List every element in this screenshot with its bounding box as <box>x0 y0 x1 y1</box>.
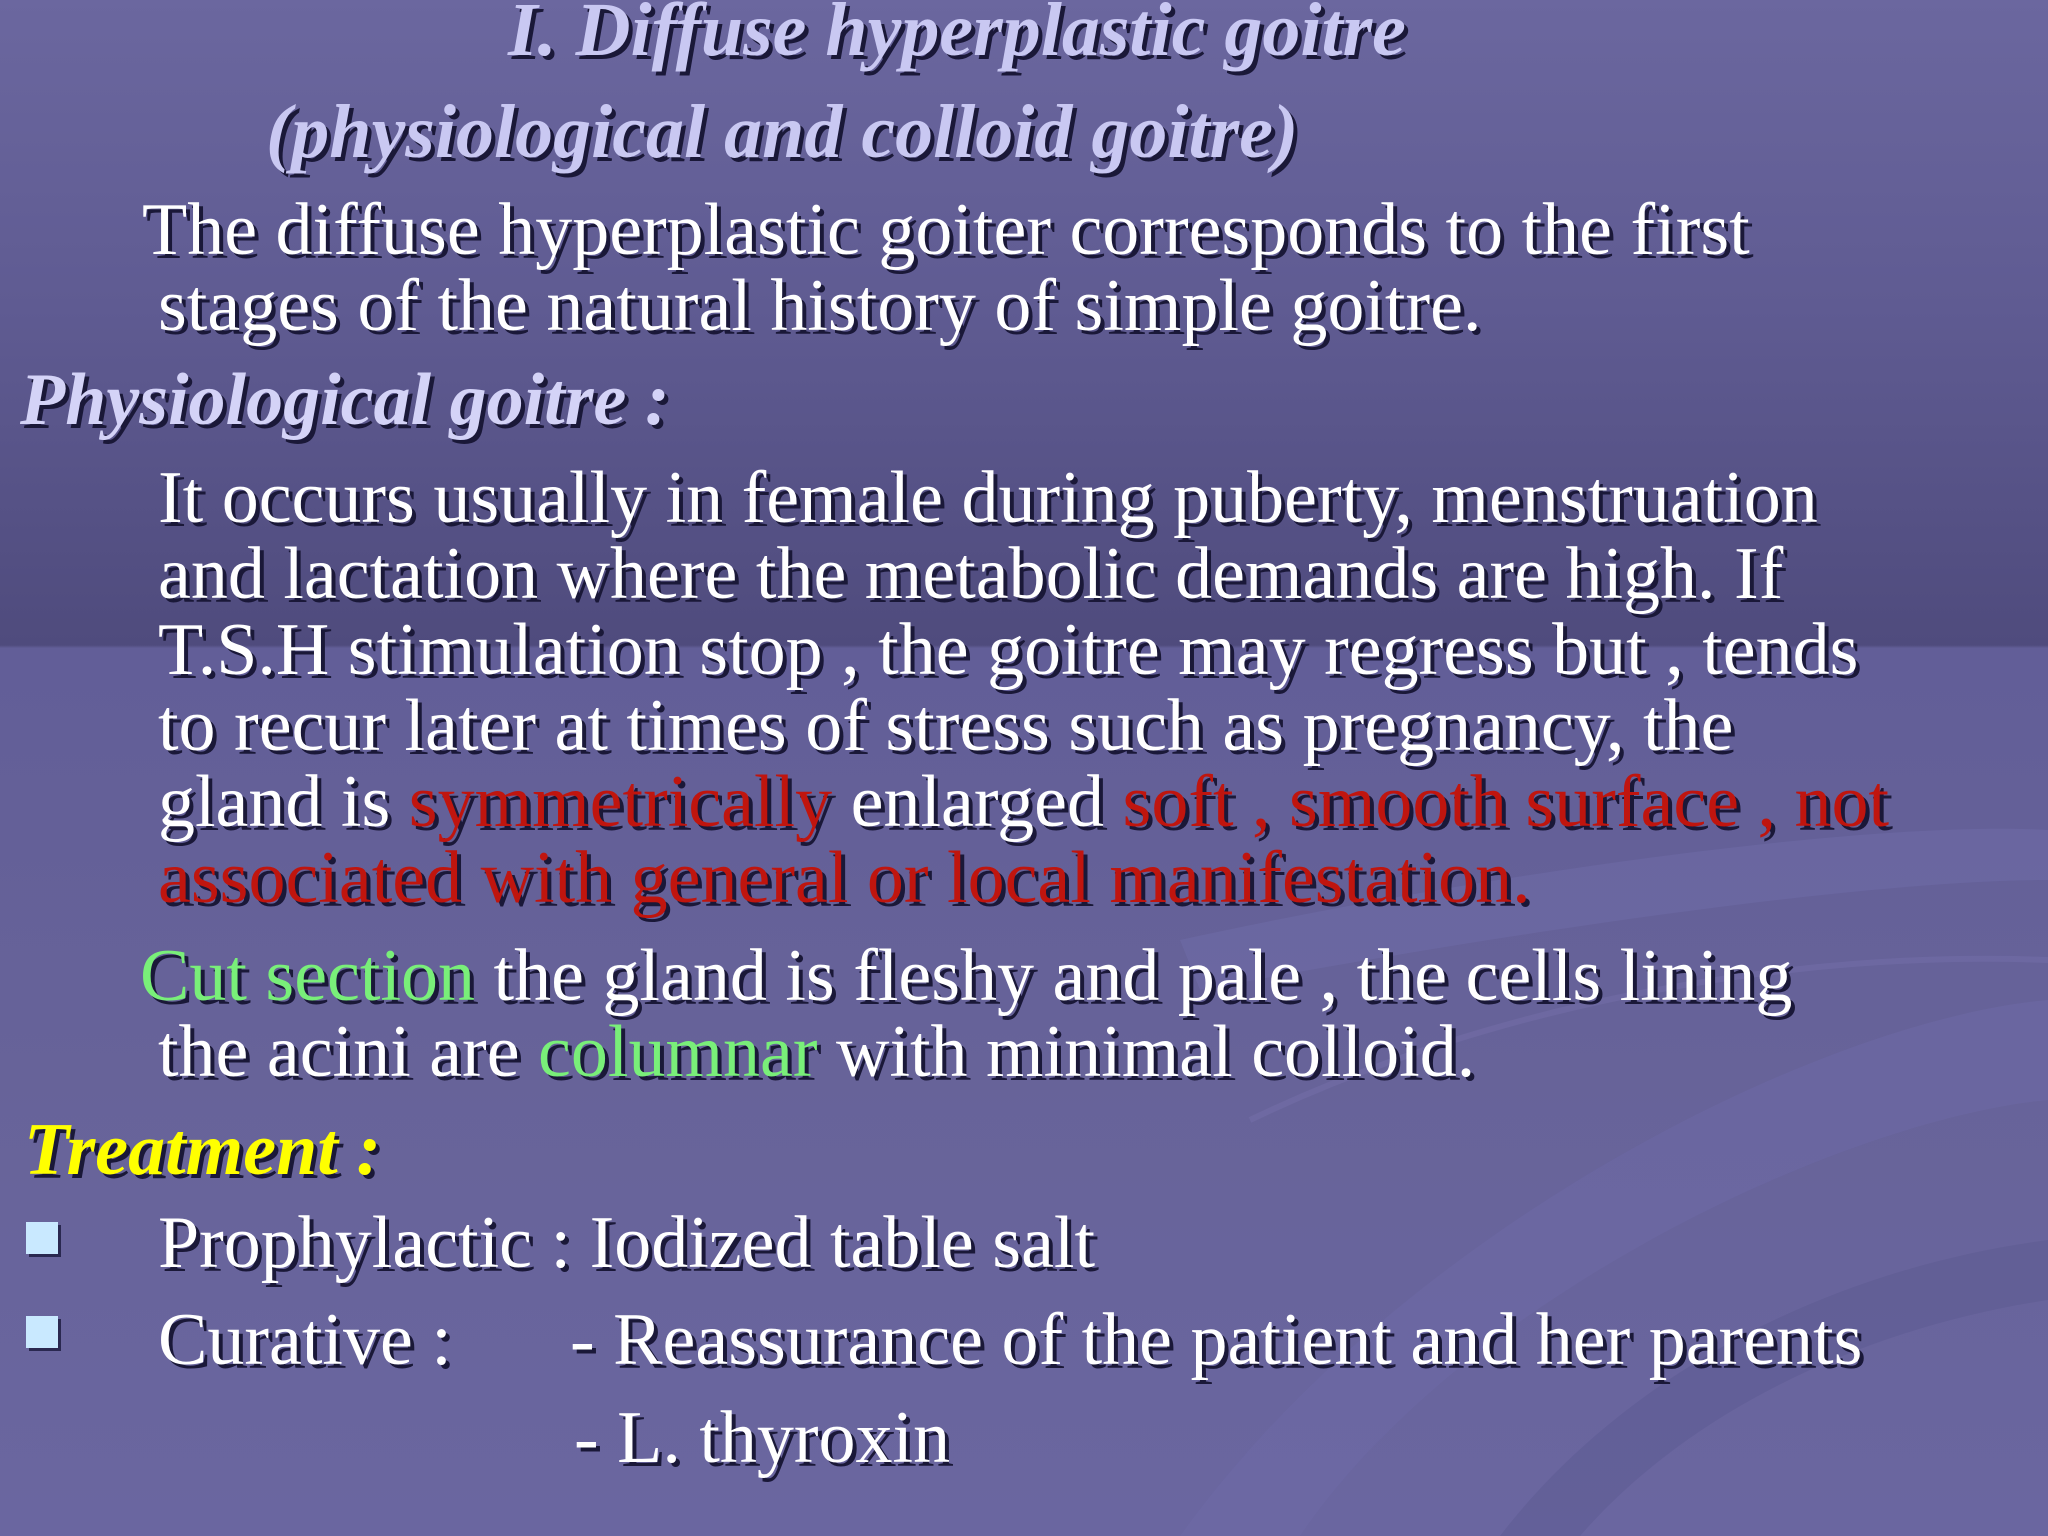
intro-line1: The diffuse hyperplastic goiter corresponds to the first <box>142 189 1750 271</box>
slide-title-line2: (physiological and colloid goitre) <box>266 90 1299 174</box>
cut-section-text: the gland is fleshy and pale , the cells lining <box>475 935 1793 1017</box>
enlarged-text: enlarged <box>832 761 1123 843</box>
physiological-goitre-heading: Physiological goitre : <box>20 359 670 441</box>
curative-item-thyroxin: - L. thyroxin <box>574 1397 951 1479</box>
acini-text: the acini are <box>158 1011 539 1093</box>
cut-section-line2 <box>158 1011 1476 1093</box>
prophylactic-item: Prophylactic : Iodized table salt <box>158 1202 1096 1284</box>
physiological-line5-text: gland is <box>158 761 409 843</box>
physiological-line1: It occurs usually in female during puberty, menstruation <box>158 457 1818 539</box>
physiological-line3: T.S.H stimulation stop , the goitre may regress but , tends <box>158 609 1859 691</box>
slide-title-line1: I. Diffuse hyperplastic goitre <box>508 0 1406 72</box>
physiological-line4: to recur later at times of stress such as pregnancy, the <box>158 685 1734 767</box>
symmetrically-highlight: symmetrically <box>408 761 833 843</box>
square-bullet-icon <box>26 1222 58 1254</box>
physiological-line5 <box>158 761 1890 843</box>
treatment-heading: Treatment : <box>24 1109 381 1191</box>
curative-item-reassurance: - Reassurance of the patient and her parents <box>570 1299 1863 1381</box>
physiological-line2: and lactation where the metabolic demands are high. If <box>158 533 1784 615</box>
colloid-text: with minimal colloid. <box>817 1011 1476 1093</box>
manifestation-highlight: associated with general or local manifestation. <box>158 837 1531 919</box>
intro-line2: stages of the natural history of simple goitre. <box>158 265 1482 347</box>
columnar-highlight: columnar <box>538 1011 818 1093</box>
curative-label: Curative : <box>158 1299 452 1381</box>
soft-smooth-highlight: soft , smooth surface , not <box>1122 761 1890 843</box>
cut-section-line1 <box>140 935 1793 1017</box>
cut-section-highlight: Cut section <box>140 935 476 1017</box>
square-bullet-icon <box>26 1316 58 1348</box>
